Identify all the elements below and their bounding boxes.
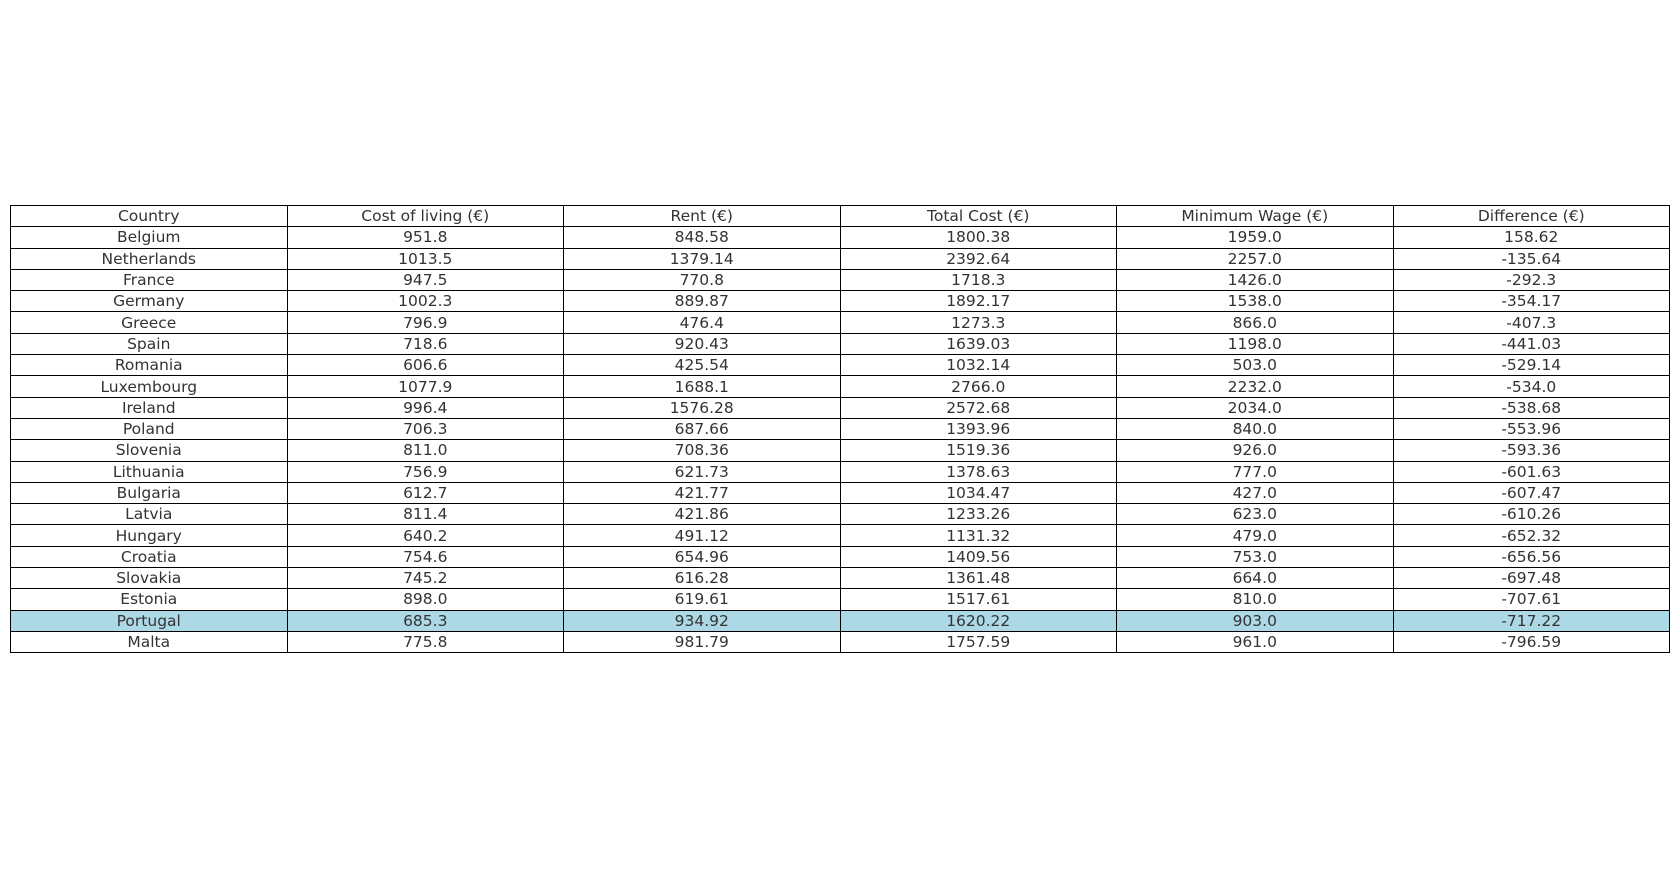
cell-country: Greece <box>11 312 288 333</box>
cell-country: Slovakia <box>11 568 288 589</box>
cell-rent: 687.66 <box>564 418 841 439</box>
cell-cost-of-living: 745.2 <box>287 568 564 589</box>
cell-rent: 616.28 <box>564 568 841 589</box>
cell-difference: -656.56 <box>1393 546 1670 567</box>
cell-difference: -796.59 <box>1393 631 1670 652</box>
cell-cost-of-living: 811.4 <box>287 504 564 525</box>
cell-country: Latvia <box>11 504 288 525</box>
cell-country: Germany <box>11 291 288 312</box>
cell-country: Romania <box>11 355 288 376</box>
cell-rent: 491.12 <box>564 525 841 546</box>
table-row <box>11 312 1670 333</box>
cell-minimum-wage: 903.0 <box>1117 610 1394 631</box>
header-row <box>11 206 1670 227</box>
cell-rent: 848.58 <box>564 227 841 248</box>
cell-rent: 1379.14 <box>564 248 841 269</box>
cell-minimum-wage: 777.0 <box>1117 461 1394 482</box>
cell-minimum-wage: 1959.0 <box>1117 227 1394 248</box>
cell-total-cost: 1032.14 <box>840 355 1117 376</box>
cell-minimum-wage: 1538.0 <box>1117 291 1394 312</box>
cell-difference: -135.64 <box>1393 248 1670 269</box>
cell-total-cost: 1131.32 <box>840 525 1117 546</box>
cell-country: France <box>11 269 288 290</box>
cell-country: Poland <box>11 418 288 439</box>
table-row <box>11 418 1670 439</box>
cell-total-cost: 2392.64 <box>840 248 1117 269</box>
cell-rent: 425.54 <box>564 355 841 376</box>
cell-cost-of-living: 1013.5 <box>287 248 564 269</box>
cell-difference: -593.36 <box>1393 440 1670 461</box>
cell-total-cost: 1233.26 <box>840 504 1117 525</box>
cell-country: Belgium <box>11 227 288 248</box>
cell-difference: -354.17 <box>1393 291 1670 312</box>
column-header-minimum-wage: Minimum Wage (€) <box>1117 206 1394 227</box>
table-row <box>11 440 1670 461</box>
cell-country: Spain <box>11 333 288 354</box>
cell-difference: -407.3 <box>1393 312 1670 333</box>
cell-difference: -707.61 <box>1393 589 1670 610</box>
cell-rent: 770.8 <box>564 269 841 290</box>
cell-minimum-wage: 427.0 <box>1117 482 1394 503</box>
cell-country: Luxembourg <box>11 376 288 397</box>
cell-difference: -717.22 <box>1393 610 1670 631</box>
table-row <box>11 333 1670 354</box>
column-header-rent: Rent (€) <box>564 206 841 227</box>
cell-difference: -697.48 <box>1393 568 1670 589</box>
table-row <box>11 631 1670 652</box>
table-row <box>11 376 1670 397</box>
cell-cost-of-living: 612.7 <box>287 482 564 503</box>
table-body <box>11 227 1670 653</box>
table-row <box>11 525 1670 546</box>
cell-minimum-wage: 926.0 <box>1117 440 1394 461</box>
cell-difference: -441.03 <box>1393 333 1670 354</box>
cell-cost-of-living: 718.6 <box>287 333 564 354</box>
cell-minimum-wage: 503.0 <box>1117 355 1394 376</box>
cell-total-cost: 1639.03 <box>840 333 1117 354</box>
cell-cost-of-living: 606.6 <box>287 355 564 376</box>
cell-country: Portugal <box>11 610 288 631</box>
cell-minimum-wage: 479.0 <box>1117 525 1394 546</box>
cell-total-cost: 1273.3 <box>840 312 1117 333</box>
cell-total-cost: 1800.38 <box>840 227 1117 248</box>
table-row <box>11 546 1670 567</box>
cell-difference: -652.32 <box>1393 525 1670 546</box>
cell-total-cost: 1892.17 <box>840 291 1117 312</box>
cell-country: Hungary <box>11 525 288 546</box>
cost-of-living-table <box>10 205 1670 653</box>
cell-rent: 920.43 <box>564 333 841 354</box>
cell-rent: 476.4 <box>564 312 841 333</box>
cell-minimum-wage: 840.0 <box>1117 418 1394 439</box>
cell-cost-of-living: 947.5 <box>287 269 564 290</box>
cell-total-cost: 2572.68 <box>840 397 1117 418</box>
cell-cost-of-living: 811.0 <box>287 440 564 461</box>
cell-rent: 889.87 <box>564 291 841 312</box>
cell-difference: 158.62 <box>1393 227 1670 248</box>
cell-difference: -534.0 <box>1393 376 1670 397</box>
column-header-total-cost: Total Cost (€) <box>840 206 1117 227</box>
cost-of-living-table-container <box>10 205 1670 653</box>
cell-minimum-wage: 2232.0 <box>1117 376 1394 397</box>
table-row <box>11 397 1670 418</box>
cell-rent: 619.61 <box>564 589 841 610</box>
cell-cost-of-living: 685.3 <box>287 610 564 631</box>
cell-rent: 981.79 <box>564 631 841 652</box>
cell-total-cost: 1378.63 <box>840 461 1117 482</box>
table-row <box>11 610 1670 631</box>
column-header-difference: Difference (€) <box>1393 206 1670 227</box>
cell-difference: -610.26 <box>1393 504 1670 525</box>
table-row <box>11 504 1670 525</box>
cell-rent: 621.73 <box>564 461 841 482</box>
cell-rent: 421.86 <box>564 504 841 525</box>
cell-total-cost: 1361.48 <box>840 568 1117 589</box>
table-row <box>11 269 1670 290</box>
cell-minimum-wage: 866.0 <box>1117 312 1394 333</box>
cell-country: Estonia <box>11 589 288 610</box>
cell-difference: -292.3 <box>1393 269 1670 290</box>
cell-country: Croatia <box>11 546 288 567</box>
cell-cost-of-living: 796.9 <box>287 312 564 333</box>
cell-total-cost: 2766.0 <box>840 376 1117 397</box>
cell-difference: -601.63 <box>1393 461 1670 482</box>
cell-cost-of-living: 640.2 <box>287 525 564 546</box>
column-header-cost-of-living: Cost of living (€) <box>287 206 564 227</box>
cell-rent: 1576.28 <box>564 397 841 418</box>
cell-minimum-wage: 1426.0 <box>1117 269 1394 290</box>
table-row <box>11 291 1670 312</box>
cell-cost-of-living: 1077.9 <box>287 376 564 397</box>
cell-minimum-wage: 623.0 <box>1117 504 1394 525</box>
cell-total-cost: 1409.56 <box>840 546 1117 567</box>
cell-total-cost: 1620.22 <box>840 610 1117 631</box>
table-row <box>11 589 1670 610</box>
cell-rent: 708.36 <box>564 440 841 461</box>
cell-rent: 654.96 <box>564 546 841 567</box>
cell-total-cost: 1757.59 <box>840 631 1117 652</box>
cell-difference: -538.68 <box>1393 397 1670 418</box>
table-row <box>11 248 1670 269</box>
cell-difference: -607.47 <box>1393 482 1670 503</box>
cell-cost-of-living: 775.8 <box>287 631 564 652</box>
cell-difference: -529.14 <box>1393 355 1670 376</box>
cell-minimum-wage: 664.0 <box>1117 568 1394 589</box>
cell-cost-of-living: 754.6 <box>287 546 564 567</box>
cell-country: Malta <box>11 631 288 652</box>
cell-cost-of-living: 996.4 <box>287 397 564 418</box>
cell-minimum-wage: 2034.0 <box>1117 397 1394 418</box>
cell-minimum-wage: 810.0 <box>1117 589 1394 610</box>
cell-total-cost: 1718.3 <box>840 269 1117 290</box>
cell-difference: -553.96 <box>1393 418 1670 439</box>
cell-cost-of-living: 756.9 <box>287 461 564 482</box>
cell-country: Bulgaria <box>11 482 288 503</box>
cell-total-cost: 1519.36 <box>840 440 1117 461</box>
cell-cost-of-living: 706.3 <box>287 418 564 439</box>
table-row <box>11 227 1670 248</box>
cell-cost-of-living: 951.8 <box>287 227 564 248</box>
table-header <box>11 206 1670 227</box>
cell-cost-of-living: 898.0 <box>287 589 564 610</box>
cell-minimum-wage: 2257.0 <box>1117 248 1394 269</box>
column-header-country: Country <box>11 206 288 227</box>
cell-minimum-wage: 961.0 <box>1117 631 1394 652</box>
cell-country: Slovenia <box>11 440 288 461</box>
cell-total-cost: 1517.61 <box>840 589 1117 610</box>
cell-total-cost: 1393.96 <box>840 418 1117 439</box>
cell-rent: 421.77 <box>564 482 841 503</box>
table-row <box>11 461 1670 482</box>
cell-cost-of-living: 1002.3 <box>287 291 564 312</box>
cell-country: Ireland <box>11 397 288 418</box>
cell-minimum-wage: 753.0 <box>1117 546 1394 567</box>
cell-total-cost: 1034.47 <box>840 482 1117 503</box>
cell-country: Lithuania <box>11 461 288 482</box>
cell-rent: 934.92 <box>564 610 841 631</box>
table-row <box>11 482 1670 503</box>
cell-minimum-wage: 1198.0 <box>1117 333 1394 354</box>
table-row <box>11 355 1670 376</box>
cell-rent: 1688.1 <box>564 376 841 397</box>
table-row <box>11 568 1670 589</box>
cell-country: Netherlands <box>11 248 288 269</box>
